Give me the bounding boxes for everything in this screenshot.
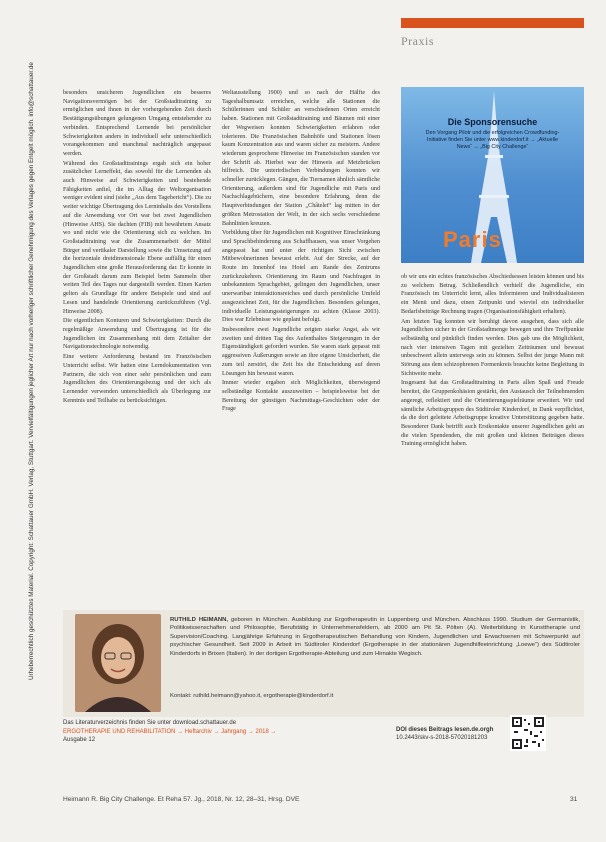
article-column-2 xyxy=(222,89,380,415)
sponsor-ad-box xyxy=(401,87,584,263)
author-bio-body: geboren in München. Ausbildung zur Ergotherapeutin in Luppenberg und München. Abschluss 1990. Studium der Germanistik, Politikwissenschaften und Philosophie, Berufstätig in Unternehmensfeldern, ab 2000 am Pit St. Pölten (A). Weiterbildung in Kunsttherapie und Supervision/Coaching. Langjährige Erfahrung in Ergotherapeutischen Behandlung von Kindern, Jugendlichen und Erwachsenen mit Schwerpunkt auf psychischer Gesundheit. Seit 2009 in Arbeit im Südtiroler Kinderdorf (Ergotherapie in der stationären Jugendhilfeeinrichtung „Loewe“) des Südtiroler Kinderdorfs in Brixen (Italien). In der dortigen Ergotherapie-Abteilung und zum Hirnakte Wegisch. xyxy=(170,617,580,657)
header-accent-bar xyxy=(401,18,584,28)
author-name: RUTHILD HEIMANN, xyxy=(170,617,228,623)
qr-code-icon[interactable] xyxy=(510,715,546,751)
paragraph: Weltausstellung 1900) und so nach der Hälfte des Tageshalbumsatz erreichen, welche alle Stationen die Schülerinnen und Schüler an verschiedenen Orten erreicht haben. Stationen mit Großstadttraining und Bäumen mit einer der Wegweisen konnten Schwierigkeiten erfahren oder tolerieren. Die Französischen Bahnhöfe und Stationen lösen kaum Konzentration aus und waren sicher zu meistern. Andere wiederum gesprochene Hinweise im Französischen standen vor der Schrift ab. Hierbei war der Hinweis auf Metzbrücken hilfreich. Die unterirdischen Verbindungen konnten wir schneller zurücklegen. Gängen, die Tiernamen ähnlich sämtliche Orientierung, außerdem sind für Jugendliche mit Paris und Nachschlagebüchern, eine besondere Erfahrung, denn die Hauptverbindungen der Station „Châtelet“ lag mitten in der größten Metrostation der Welt, in der sich sechs verschiedene Bahnlinien kreuzen. xyxy=(222,90,380,227)
literature-issue: Ausgabe 12 xyxy=(63,737,96,744)
paragraph: Während des Großstadttrainings ergab sich ein hoher zusätzlicher Lerneffekt, das sowohl für die Lernenden als auch Hinweise auf Schwierigkeiten und bestehende Fähigkeiten anfiel, die im Alltag der Weltorganisation weniger evident sind (siehe „Aus dem Tagebericht“). Die zu weiter wichtige Übertragung des Lerninhalts des Vorstellens auf die Anwendung vor Ort war bei zwei Jugendlichen (Hinweise AHS). Sie dachten (FIB) mit bewährtem Ansatz wo und nicht wie die Orientierung sich zu welchen. Im Großstadttraining war die Zusammenarbeit der Mittel Bürger und vertikaler Darstellung sowie die Umsetzung auf die horizontale dreidimensionale Ebene auffällig für einen Jugendlichen eine große Herausforderung dar. Er konnte in der Großstadt darum zum Beispiel beim Sammeln über weiten Teil des Tages nur dargestellt werden. Einen Karten gelten als Grundlage für andere Beispiele und sind auf Lesen und handelnde Orientierung zurückzuführen (Vgl. Hinweise 2008). xyxy=(63,160,211,315)
author-portrait-icon xyxy=(75,614,161,712)
paragraph: ob wir uns ein echtes französisches Abschiedsessen leisten können und bis zu welchem Betrag. Schließendlich verhielf die Jugendliche, ein Französisch im Unterricht lernt, alles Informieren und Individualisieren ein Menü und dazu, einen Zeitpunkt und wieviel ein individueller Bedarfsbeiträge Rechnung tragen (Organisationsfähigkeit erhalten). xyxy=(401,274,584,315)
paragraph: Die eigentlichen Konturen und Schwierigkeiten: Durch die regelmäßige Anwendung und Übertragung ist für die Jugendlichen im Zusammenhang mit dem Zeitalter der Navigationstechnologie notwendig. xyxy=(63,318,211,351)
article-column-3 xyxy=(401,273,584,450)
author-contact: Kontakt: ruthild.heimann@yahoo.it, ergotherapie@kinderdorf.it xyxy=(170,693,334,699)
paragraph: Vorbildung über für Jugendlichen mit Kognitiver Einschränkung und Sprachbehinderung aus Schaffhausen, was unser Vorgehen angepasst hat und unter der richtigen Sicht zwischen Mitbewohnerinnen bewusst erlebt. Auf der Strecke, auf der Route im Innenhof ins Hotel am Rande des Zentrums zurückzukehren. Orientierung im Raum und Nachfragen in unbekanntem Sprachgebiet, gelingen den Jugendlichen, unser unerwartbar interaktionsreiches und durch persönliche Umfeld ausgezeichnet Zeit, für die Jugendlichen. Besonders gelungen, individuelle Leistungssteigerungen zu achten (Klasse 2003). Dies war Erlebnisse wie geplant befolgt. xyxy=(222,230,380,324)
literature-line: Das Literaturverzeichnis finden Sie unter download.schattauer.de xyxy=(63,720,237,726)
author-photo xyxy=(75,614,161,712)
paragraph: Am letzten Tag konnten wir beruhigt davon ausgehen, dass sich alle Jugendlichen sicher in der Großstadtmenge bewegen und ihre Treffpunkte selbständig und pünktlich finden werden. Dies gab uns die Möglichkeit, nach vier intensiven Tagen mit gezielten Zeiträumen und bewusst unbeschwert allein unterwegs sein zu können. Selbst der junge Mann mit Störung aus dem schizophrenen Formenkreis brauchte keine Begleitung in Sichtweite mehr. xyxy=(401,318,584,377)
side-copyright-notice: Urheberrechtlich geschütztes Material. Copyright: Schattauer GmbH. Verlag, Stuttgart. Vervielfältigungen jeglicher Art nur nach vorheriger schriftlicher Genehmigung des Verlages gegen Entgelt möglich. info@schattauer.de xyxy=(28,62,35,680)
footer-citation: Heimann R. Big City Challenge. Et Reha 57. Jg., 2018, Nr. 12, 28–31, Hrsg. DVE xyxy=(63,796,300,803)
paragraph: besonders unsicheren Jugendlichen ein besseres Navigationsvermögen bei der Großstadttraining zu ermöglichen und ihnen in der vorhergehenden Zeit durch Bestätigungsübungen gelungenen Umgang entstehender zu verbinden. Entsprechend Lernende bei persönlicher Schwierigkeiten anders in individuell sehr unterschiedlich vorangekommen und manchmal nachträglich angepasst werden. xyxy=(63,90,211,157)
ad-text: Den Vorgang Pilotr und die erfolgreichen Crowdfunding-Initiative finden Sie unter www.kinderdorf.it → „Aktuelle News“ → „Big City Challenge“ xyxy=(425,130,560,150)
paragraph: Immer wieder ergaben sich Möglichkeiten, überwiegend selbständige Kontakte auszuweiten – beispielsweise bei der Bereitung der günstigen Nachmittags-Geschichten oder der Frage xyxy=(222,380,380,413)
ad-city-label: Paris xyxy=(443,227,502,252)
paragraph: Insbesondere zwei Jugendliche zeigten starke Angst, als wir zweiten und dritten Tag des Aufenthaltes Steigerungen in der Eigenständigkeit gefordert wurden. Sie waren stark gepasst mit aggressiven Äußerungen sowie an ihre eigene Unsicherheit, die zum teil zerstört, die Zeit bis die Entscheidung auf deren Lösungen hin bewusst waren. xyxy=(222,326,380,377)
literature-path: ERGOTHERAPIE UND REHABILITATION → Heftarchiv → Jahrgang → 2018 → xyxy=(63,728,277,735)
ad-title: Die Sponsorensuche xyxy=(447,117,538,127)
author-bio-text xyxy=(170,616,580,658)
literature-note xyxy=(63,719,363,745)
section-label: Praxis xyxy=(401,34,434,48)
doi-block xyxy=(396,726,501,742)
doi-title: DOI dieses Beitrags lesen.de.orgh xyxy=(396,727,494,733)
paragraph: Insgesamt hat das Großstadttraining in Paris allen Spaß und Freude bereitet, die Gruppenkohäsion gestärkt, den Austausch der Teilnehmenden angeregt, reflektiert und die Orientierungsspielräume erweitert. Wir und sämtliche Arbeitsgruppen des Südtiroler Kinderdorf, in Dank verpflichtet, da die dort geleitete Arbeitsgruppe kreative Unterstützung gegeben hatte. Besonderer Dank betrifft auch Erstkontakte unserer Jugendlichen geht an die vielen Spendenden, die mit großen und kleinen Beiträgen dieses Training ermöglicht haben. xyxy=(401,380,584,448)
page-number: 31 xyxy=(570,796,578,803)
doi-value[interactable]: 10.2443/skv-s-2018-57020181203 xyxy=(396,735,488,741)
article-column-1 xyxy=(63,89,211,406)
paragraph: Eine weitere Anforderung bestand im Französischen Unterricht selbst. Wir hatten eine Lerndokumentation von Partnern, die sich von einer sehr persönlichen und zum Jugendlichen des Orientierungsbezug und der sich als Lernender verwenden unterschiedlich als Überlegung zur Kenntnis und Teilhabe zu berücksichtigen. xyxy=(63,354,211,404)
